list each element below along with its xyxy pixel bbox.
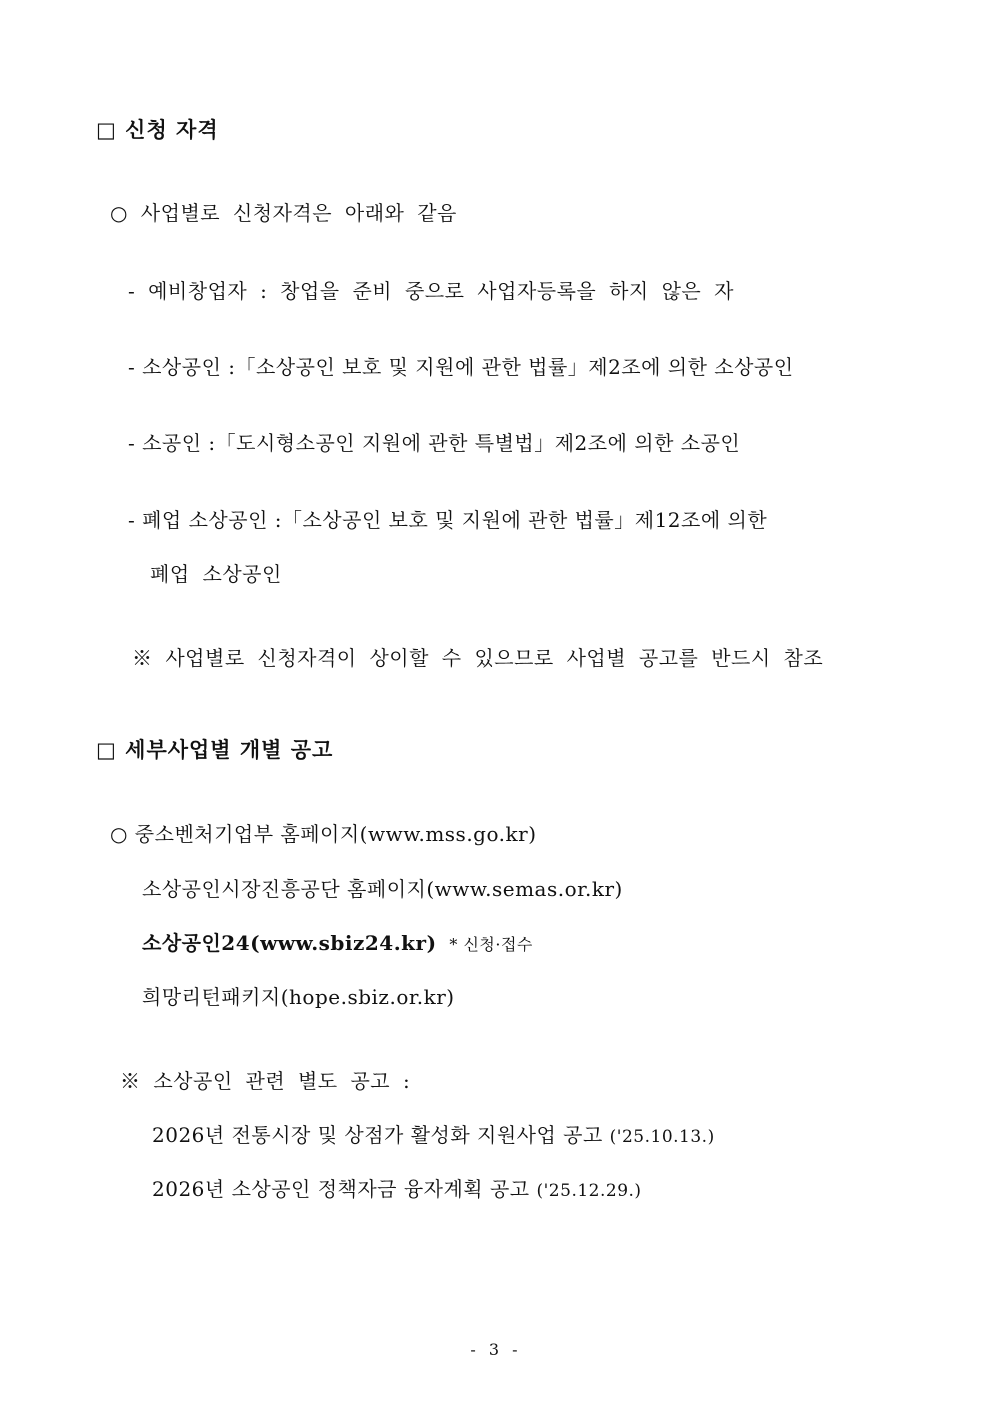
- notice-link-hope: 희망리턴패키지(hope.sbiz.or.kr): [142, 985, 455, 1009]
- section-heading-notices: □ 세부사업별 개별 공고: [96, 737, 334, 762]
- separate-notice-market: [152, 1125, 715, 1146]
- eligibility-item-micro-manufacturer: - 소공인 :「도시형소공인 지원에 관한 특별법」제2조에 의한 소공인: [128, 431, 741, 455]
- separate-notice-loan-title: 2026년 소상공인 정책자금 융자계획 공고: [152, 1177, 530, 1201]
- notice-link-sbiz24-row: [142, 933, 533, 953]
- eligibility-intro: ○ 사업별로 신청자격은 아래와 같음: [110, 201, 457, 225]
- notice-link-semas: 소상공인시장진흥공단 홈페이지(www.semas.or.kr): [142, 877, 623, 901]
- notice-link-sbiz24: 소상공인24(www.sbiz24.kr): [142, 931, 437, 955]
- notice-link-sbiz24-note: * 신청·접수: [449, 935, 533, 954]
- page-number: - 3 -: [470, 1340, 522, 1359]
- separate-notice-loan-date: ('25.12.29.): [536, 1181, 642, 1201]
- separate-notice-heading: ※ 소상공인 관련 별도 공고 :: [120, 1069, 411, 1093]
- eligibility-item-prestartup: - 예비창업자 : 창업을 준비 중으로 사업자등록을 하지 않은 자: [128, 279, 734, 303]
- notice-link-mss: ○ 중소벤처기업부 홈페이지(www.mss.go.kr): [110, 822, 537, 846]
- separate-notice-market-title: 2026년 전통시장 및 상점가 활성화 지원사업 공고: [152, 1123, 603, 1147]
- eligibility-note: ※ 사업별로 신청자격이 상이할 수 있으므로 사업별 공고를 반드시 참조: [132, 646, 824, 670]
- separate-notice-market-date: ('25.10.13.): [609, 1127, 715, 1147]
- eligibility-item-closed-business-cont: 폐업 소상공인: [150, 562, 282, 586]
- section-heading-eligibility: □ 신청 자격: [96, 117, 219, 142]
- eligibility-item-closed-business: - 폐업 소상공인 :「소상공인 보호 및 지원에 관한 법률」제12조에 의한: [128, 508, 768, 532]
- eligibility-item-small-business: - 소상공인 :「소상공인 보호 및 지원에 관한 법률」제2조에 의한 소상공인: [128, 355, 794, 379]
- separate-notice-loan: [152, 1179, 642, 1200]
